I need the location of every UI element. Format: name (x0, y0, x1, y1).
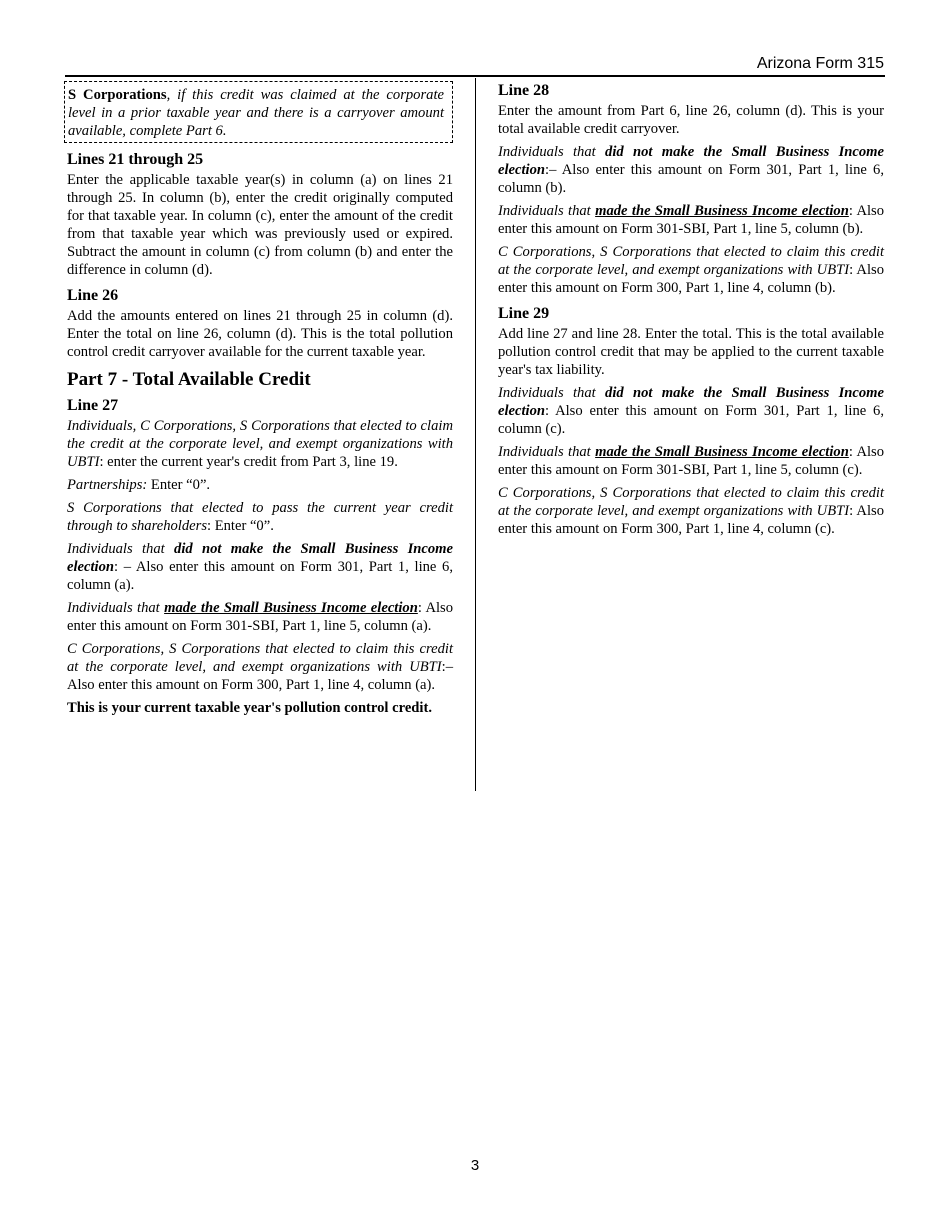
p28b-italic: Individuals that (498, 144, 606, 160)
paragraph-27b (67, 476, 453, 494)
form-title: Arizona Form 315 (756, 55, 884, 72)
heading-line-28: Line 28 (498, 82, 550, 99)
paragraph-28d (498, 243, 884, 297)
p27b-rest: Enter “0”. (147, 477, 211, 493)
p29c-italic: Individuals that (498, 444, 596, 460)
paragraph-28b (498, 143, 884, 197)
left-column (67, 78, 453, 722)
p29c-bold-underline: made the Small Business Income election (595, 444, 849, 460)
paragraph-28a: Enter the amount from Part 6, line 26, column (d). This is your total available credit carryover. (498, 103, 884, 137)
p27d-bold-italic: did not make the Small Business Income election (67, 541, 453, 575)
heading-line-26: Line 26 (67, 287, 119, 304)
p27c-rest: : Enter “0”. (207, 518, 274, 534)
paragraph-27c (67, 499, 453, 535)
p27d-italic: Individuals that (67, 541, 175, 557)
paragraph-lines-21-25: Enter the applicable taxable year(s) in column (a) on lines 21 through 25. In column (b), enter the credit originally computed for that taxable year. In column (c), enter the amount of the credit from that taxable year which was previously used or expired. Subtract the amount in column (c) from column (b) and enter the difference in column (d). (67, 172, 453, 278)
paragraph-27e (67, 599, 453, 635)
p27a-rest: : enter the current year's credit from Part 3, line 19. (99, 454, 398, 470)
heading-line-29: Line 29 (498, 305, 550, 322)
p27a-italic: Individuals, C Corporations, S Corporations that elected to claim the credit at the corporate level, and exempt organizations with UBTI (67, 418, 453, 470)
paragraph-27f (67, 640, 453, 694)
s-corp-note-box (64, 81, 453, 143)
box-rest: , if this credit was claimed at the corporate level in a prior taxable year and there is a carryover amount available, complete Part 6. (68, 87, 444, 139)
header-rule (65, 75, 885, 77)
p29d-rest: : Also enter this amount on Form 300, Part 1, line 4, column (c). (498, 503, 884, 537)
p27e-rest: : Also enter this amount on Form 301-SBI, Part 1, line 5, column (a). (67, 600, 454, 634)
paragraph-29a: Add line 27 and line 28. Enter the total. This is the total available pollution control credit that may be applied to the current taxable year's tax liability. (498, 326, 884, 378)
right-column (498, 78, 884, 543)
p29b-italic: Individuals that (498, 385, 606, 401)
box-lead: S Corporations (68, 87, 167, 103)
paragraph-28c (498, 202, 884, 238)
page-number: 3 (470, 1157, 480, 1174)
paragraph-29b (498, 384, 884, 438)
paragraph-29c (498, 443, 884, 479)
p29d-italic: C Corporations, S Corporations that elected to claim this credit at the corporate level, and exempt organizations with UBTI (498, 485, 884, 519)
p28d-italic: C Corporations, S Corporations that elected to claim this credit at the corporate level, and exempt organizations with UBTI (498, 244, 884, 278)
p29c-rest: : Also enter this amount on Form 301-SBI, Part 1, line 5, column (c). (498, 444, 885, 478)
p27d-rest: : – Also enter this amount on Form 301, Part 1, line 6, column (a). (67, 559, 453, 593)
paragraph-27g (67, 699, 453, 717)
heading-part-7: Part 7 - Total Available Credit (67, 369, 311, 390)
p27c-italic: S Corporations that elected to pass the current year credit through to shareholders (67, 500, 453, 534)
paragraph-27a (67, 417, 453, 471)
paragraph-line-26: Add the amounts entered on lines 21 through 25 in column (d). Enter the total on line 26, column (d). This is the total pollution control credit carryover available for the current taxable year. (67, 308, 453, 360)
p27b-italic: Partnerships: (67, 477, 148, 493)
heading-lines-21-25: Lines 21 through 25 (67, 151, 204, 168)
p27g-bold: This is your current taxable year's pollution control credit. (67, 700, 432, 716)
p27f-rest: :– Also enter this amount on Form 300, Part 1, line 4, column (a). (67, 659, 453, 693)
paragraph-29d (498, 484, 884, 538)
heading-line-27: Line 27 (67, 397, 119, 414)
p28b-bold-italic: did not make the Small Business Income election (498, 144, 884, 178)
p27f-italic: C Corporations, S Corporations that elected to claim this credit at the corporate level, and exempt organizations with UBTI (67, 641, 453, 675)
p28b-rest: :– Also enter this amount on Form 301, Part 1, line 6, column (b). (498, 162, 884, 196)
p28c-rest: : Also enter this amount on Form 301-SBI, Part 1, line 5, column (b). (498, 203, 885, 237)
p28c-bold-underline: made the Small Business Income election (595, 203, 849, 219)
p29b-bold-italic: did not make the Small Business Income election (498, 385, 884, 419)
p27e-bold-underline: made the Small Business Income election (164, 600, 418, 616)
p29b-rest: : Also enter this amount on Form 301, Part 1, line 6, column (c). (498, 403, 884, 437)
paragraph-27d (67, 540, 453, 594)
p28c-italic: Individuals that (498, 203, 596, 219)
column-divider (475, 78, 476, 791)
p28d-rest: : Also enter this amount on Form 300, Part 1, line 4, column (b). (498, 262, 884, 296)
p27e-italic: Individuals that (67, 600, 165, 616)
